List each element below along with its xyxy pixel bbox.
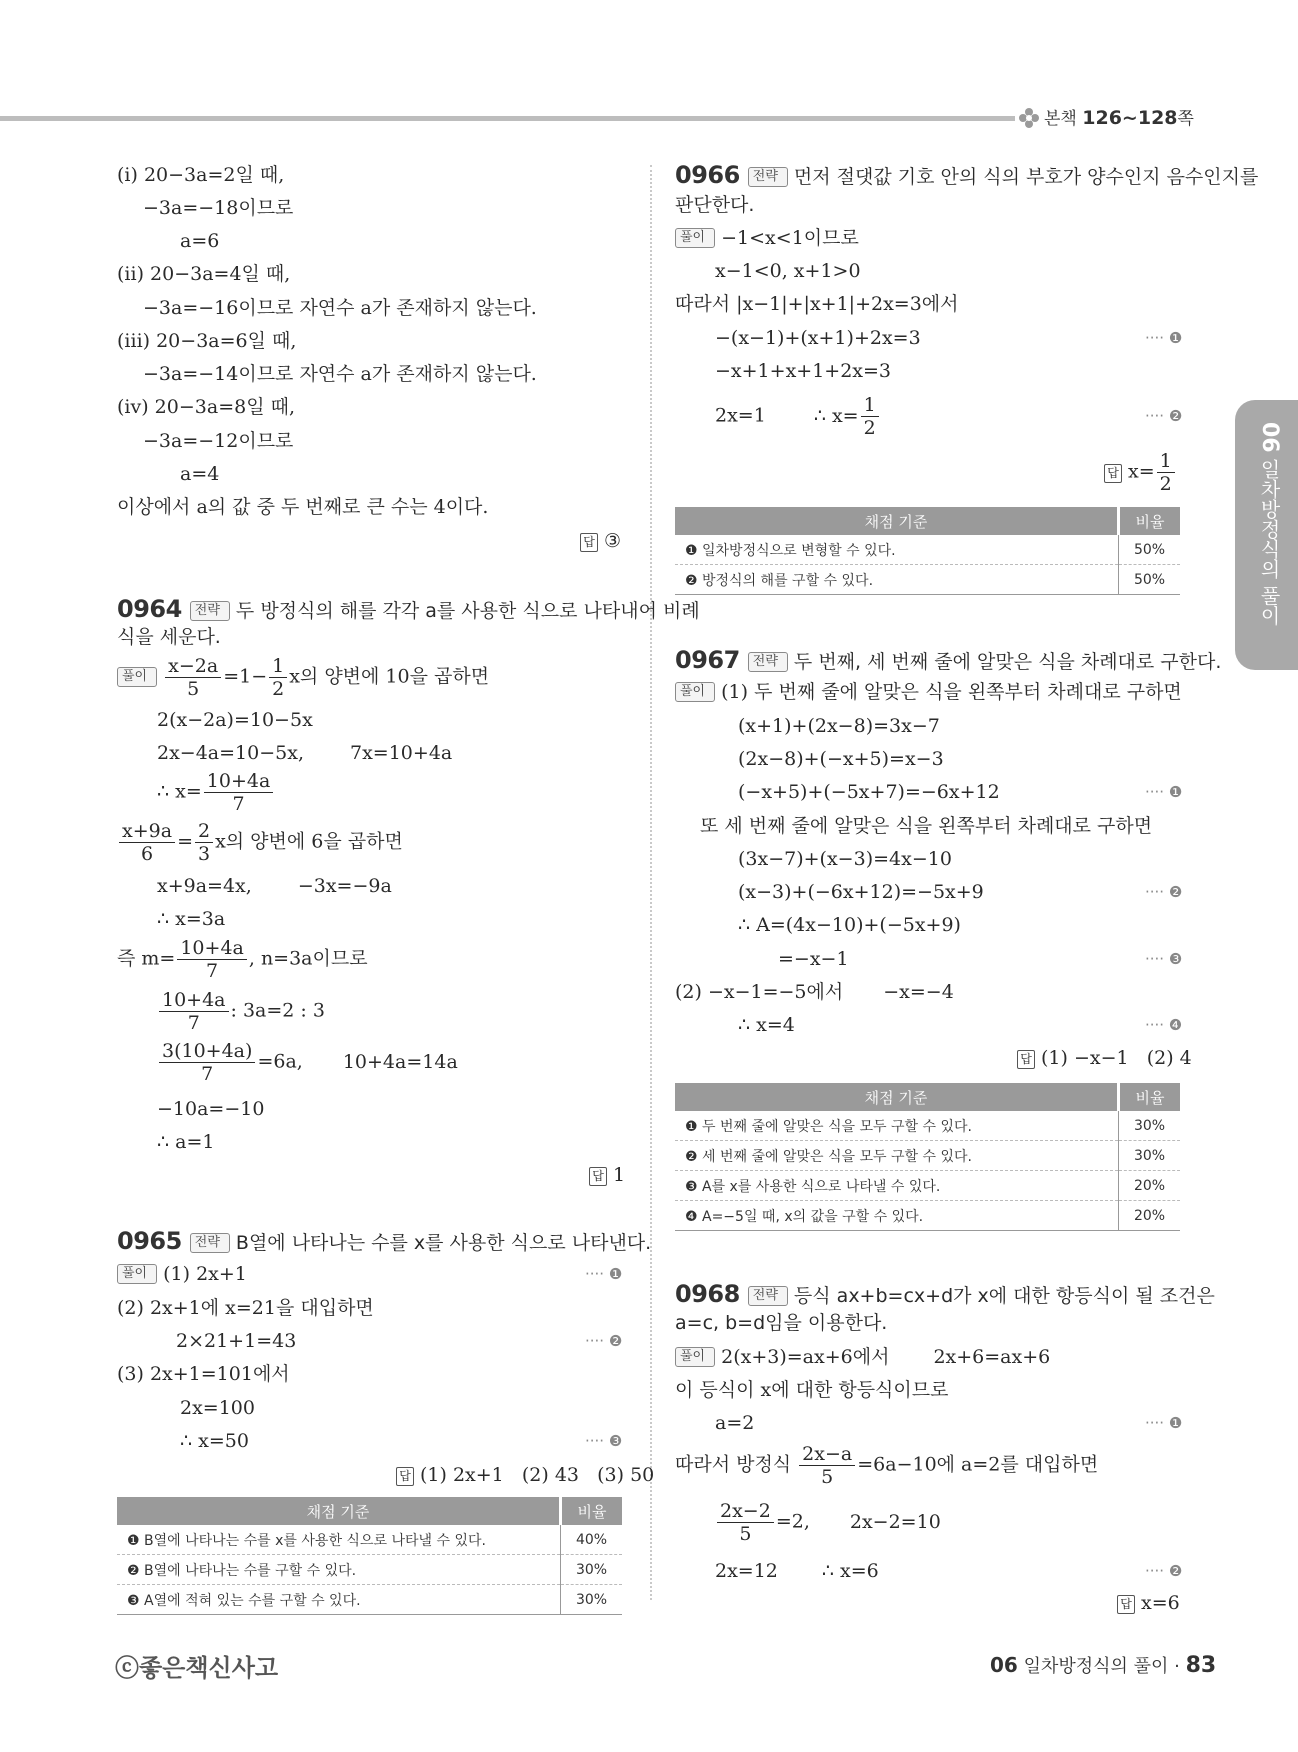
p0966-answer (1104, 450, 1177, 495)
p0964-line (157, 741, 452, 765)
criteria-text: ❶ 일차방정식으로 변형할 수 있다. (675, 535, 1119, 565)
strategy-text: B열에 나타나는 수를 x를 사용한 식으로 나타낸다. (235, 1232, 652, 1254)
criteria-text: ❷ 방정식의 해를 구할 수 있다. (675, 565, 1119, 595)
answer-icon: 답 (1017, 1050, 1035, 1069)
p0968-line (675, 1443, 1098, 1488)
eq-text: 2x+6=ax+6 (933, 1346, 1051, 1368)
frac-den: 2 (863, 417, 876, 439)
step-marker: ···· ❸ (585, 1432, 623, 1450)
p0965-line: 2×21+1=43 (176, 1330, 297, 1352)
p0964-line (157, 989, 325, 1034)
eq-text: x의 양변에 10을 곱하면 (289, 665, 490, 688)
p0964-line (117, 820, 403, 865)
p0966-header (675, 162, 1258, 190)
answer-icon: 답 (396, 1467, 414, 1486)
p0966-line: −x+1+x+1+2x=3 (715, 360, 892, 382)
strategy-badge: 전략 (748, 1286, 788, 1306)
criteria-ratio: 20% (1119, 1201, 1181, 1231)
step-marker: ···· ❶ (1145, 329, 1183, 347)
p0966-line: −(x−1)+(x+1)+2x=3 (715, 327, 921, 349)
answer-icon: 답 (580, 533, 598, 552)
p0965-answer-value: (1) 2x+1 (2) 43 (3) 50 (420, 1464, 655, 1486)
solution-badge: 풀이 (675, 228, 715, 248)
table-row (675, 535, 1180, 565)
p0964-line: −10a=−10 (157, 1098, 265, 1120)
frac-den: 2 (272, 678, 285, 700)
strategy-text: 두 방정식의 해를 각각 a를 사용한 식으로 나타내어 비례 (235, 600, 700, 622)
p0967-line: =−x−1 (778, 948, 849, 970)
p0967-line (675, 980, 954, 1004)
p0964-line (157, 1040, 458, 1085)
p0963-line: 이상에서 a의 값 중 두 번째로 큰 수는 4이다. (117, 496, 489, 518)
page-number: 83 (1185, 1653, 1217, 1678)
eq-text: 2x=12 (715, 1560, 778, 1582)
frac-num: 1 (1157, 450, 1175, 473)
p0964-line (157, 770, 275, 815)
table-row (675, 1111, 1180, 1141)
p0963-answer-value: ③ (604, 530, 622, 552)
criteria-text: ❹ A=−5일 때, x의 값을 구할 수 있다. (675, 1201, 1119, 1231)
ref-suffix: 쪽 (1177, 109, 1194, 129)
step-marker: ···· ❷ (585, 1332, 623, 1350)
criteria-text: ❸ A를 x를 사용한 식으로 나타낼 수 있다. (675, 1171, 1119, 1201)
ref-prefix: 본책 (1044, 109, 1077, 129)
p0968-answer (1117, 1592, 1180, 1614)
column-divider (650, 165, 652, 1600)
ref-range: 126~128 (1082, 107, 1178, 129)
table-row (675, 565, 1180, 595)
p0964-line (157, 874, 392, 898)
frac-num: 10+4a (159, 989, 229, 1012)
frac-num: 10+4a (177, 937, 247, 960)
flower-icon (1018, 107, 1040, 129)
p0965-line: (2) 2x+1에 x=21을 대입하면 (117, 1297, 374, 1319)
problem-number: 0967 (675, 646, 740, 674)
answer-icon: 답 (589, 1167, 607, 1186)
problem-number: 0968 (675, 1280, 740, 1308)
p0964-line (117, 937, 368, 982)
eq-text: −x=−4 (883, 981, 954, 1003)
criteria-header: 채점 기준 (675, 1083, 1119, 1111)
p0968-header (675, 1281, 1215, 1309)
p0966-line (675, 226, 859, 250)
frac-num: 2x−a (799, 1443, 855, 1466)
problem-number: 0964 (117, 595, 182, 623)
p0963-line: (ii) 20−3a=4일 때, (117, 263, 291, 285)
criteria-ratio: 30% (1119, 1111, 1181, 1141)
frac-num: 10+4a (204, 770, 274, 793)
footer-chapter (990, 1652, 1216, 1678)
p0964-eq1 (117, 655, 489, 700)
frac-num: x−2a (165, 655, 221, 678)
strategy-badge: 전략 (748, 652, 788, 672)
step-marker: ···· ❷ (1145, 1562, 1183, 1580)
answer-icon: 답 (1104, 464, 1122, 483)
p0966-grading-table (675, 507, 1180, 595)
p0965-line: (3) 2x+1=101에서 (117, 1363, 290, 1385)
eq-text: 즉 m= (117, 947, 176, 970)
step-marker: ···· ❷ (1145, 407, 1183, 425)
frac-den: 2 (1159, 473, 1172, 495)
frac-den: 5 (821, 1466, 834, 1488)
p0968-line: a=2 (715, 1412, 755, 1434)
p0967-line: (3x−7)+(x−3)=4x−10 (738, 848, 952, 870)
solution-badge: 풀이 (117, 667, 157, 687)
eq-text: −1<x<1이므로 (721, 227, 859, 249)
p0964-line: 2(x−2a)=10−5x (157, 709, 313, 731)
frac-den: 7 (232, 793, 245, 815)
eq-text: 2x−4a=10−5x, (157, 742, 304, 764)
eq-text: 10+4a=14a (342, 1050, 458, 1073)
eq-text: = (177, 830, 193, 853)
p0963-line: a=4 (180, 463, 220, 485)
eq-text: =1− (223, 665, 268, 688)
eq-text: −3x=−9a (297, 875, 392, 897)
strategy-text: 먼저 절댓값 기호 안의 식의 부호가 양수인지 음수인지를 (793, 166, 1259, 188)
step-marker: ···· ❸ (1145, 950, 1183, 968)
p0964-header (117, 596, 700, 624)
eq-text: x의 양변에 6을 곱하면 (215, 830, 403, 853)
p0965-answer (396, 1464, 654, 1486)
p0967-line: (x−3)+(−6x+12)=−5x+9 (738, 881, 984, 903)
solution-badge: 풀이 (675, 1347, 715, 1367)
p0963-answer (580, 530, 621, 552)
p0967-answer (1017, 1047, 1192, 1069)
p0964-line: ∴ x=3a (157, 908, 226, 930)
eq-text: , n=3a이므로 (248, 947, 368, 970)
eq-text: 2x=1 (715, 404, 766, 427)
eq-text: 2x−2=10 (849, 1510, 941, 1533)
p0967-line: 또 세 번째 줄에 알맞은 식을 왼쪽부터 차례대로 구하면 (700, 815, 1153, 837)
step-marker: ···· ❷ (1145, 883, 1183, 901)
eq-text: =2, (775, 1510, 810, 1533)
criteria-text: ❶ B열에 나타나는 수를 x를 사용한 식으로 나타낼 수 있다. (117, 1525, 561, 1555)
chapter-side-tab (1235, 400, 1298, 670)
eq-text: 7x=10+4a (350, 742, 453, 764)
table-row (675, 1171, 1180, 1201)
p0968-line (675, 1345, 1050, 1369)
answer-icon: 답 (1117, 1595, 1135, 1614)
step-marker: ···· ❹ (1145, 1016, 1183, 1034)
table-row (117, 1525, 622, 1555)
ratio-header: 비율 (1119, 507, 1181, 535)
eq-text: (2) −x−1=−5에서 (675, 981, 844, 1003)
p0964-line: ∴ a=1 (157, 1131, 215, 1153)
p0963-line: a=6 (180, 230, 220, 252)
frac-num: 2 (195, 820, 213, 843)
criteria-ratio: 30% (561, 1555, 623, 1585)
p0968-line (715, 1500, 941, 1545)
footer-chapter-title: 일차방정식의 풀이 (1023, 1656, 1169, 1677)
frac-den: 7 (187, 1012, 200, 1034)
frac-num: x+9a (119, 820, 175, 843)
p0967-line: ∴ A=(4x−10)+(−5x+9) (738, 914, 961, 936)
p0963-line: −3a=−14이므로 자연수 a가 존재하지 않는다. (143, 363, 537, 385)
p0963-line: (iv) 20−3a=8일 때, (117, 396, 295, 418)
eq-text: (1) 두 번째 줄에 알맞은 식을 왼쪽부터 차례대로 구하면 (721, 681, 1182, 703)
frac-num: 2x−2 (717, 1500, 774, 1523)
frac-num: 1 (269, 655, 287, 678)
table-row (117, 1555, 622, 1585)
p0966-line (715, 394, 881, 439)
strategy-text: 두 번째, 세 번째 줄에 알맞은 식을 차례대로 구한다. (793, 651, 1222, 673)
criteria-header: 채점 기준 (675, 507, 1119, 535)
table-row (117, 1585, 622, 1615)
header-rule (0, 116, 1015, 121)
eq-text: =6a, (257, 1050, 303, 1073)
criteria-ratio: 50% (1119, 535, 1181, 565)
p0966-line: 따라서 |x−1|+|x+1|+2x=3에서 (675, 293, 959, 315)
step-marker: ···· ❶ (1145, 1414, 1183, 1432)
strategy-text: 등식 ax+b=cx+d가 x에 대한 항등식이 될 조건은 (793, 1285, 1215, 1307)
frac-num: 3(10+4a) (159, 1040, 255, 1063)
ratio-header: 비율 (1119, 1083, 1181, 1111)
solution-badge: 풀이 (675, 682, 715, 702)
eq-text: ∴ x= (813, 404, 859, 427)
p0965-line: ∴ x=50 (180, 1430, 249, 1452)
p0967-header (675, 647, 1221, 675)
footer-separator: · (1174, 1656, 1180, 1677)
criteria-ratio: 40% (561, 1525, 623, 1555)
p0967-answer-value: (1) −x−1 (2) 4 (1041, 1047, 1192, 1069)
frac-den: 5 (187, 678, 200, 700)
eq-text: 2(x+3)=ax+6에서 (721, 1346, 890, 1368)
side-tab-number: 06 (1257, 422, 1282, 453)
eq-text: x+9a=4x, (157, 875, 252, 897)
p0965-line: 2x=100 (180, 1397, 255, 1419)
strategy-text-cont: 판단한다. (675, 194, 755, 216)
strategy-badge: 전략 (190, 601, 230, 621)
eq-text: ∴ x= (157, 780, 202, 803)
p0967-line: (2x−8)+(−x+5)=x−3 (738, 748, 944, 770)
table-row (675, 1201, 1180, 1231)
p0963-line: (iii) 20−3a=6일 때, (117, 330, 297, 352)
frac-den: 7 (206, 960, 219, 982)
p0964-answer (589, 1164, 625, 1186)
frac-den: 7 (201, 1063, 214, 1085)
step-marker: ···· ❶ (1145, 783, 1183, 801)
problem-number: 0965 (117, 1227, 182, 1255)
p0968-answer-value: x=6 (1141, 1592, 1180, 1614)
frac-den: 5 (739, 1523, 752, 1545)
strategy-badge: 전략 (190, 1233, 230, 1253)
p0966-line: x−1<0, x+1>0 (715, 260, 861, 282)
p0963-line: −3a=−12이므로 (143, 430, 294, 452)
eq-text: : 3a=2 : 3 (230, 999, 325, 1022)
frac-den: 6 (140, 843, 154, 865)
criteria-header: 채점 기준 (117, 1497, 561, 1525)
criteria-text: ❷ B열에 나타나는 수를 구할 수 있다. (117, 1555, 561, 1585)
p0967-grading-table (675, 1083, 1180, 1231)
strategy-text-cont: a=c, b=d임을 이용한다. (675, 1312, 888, 1334)
strategy-badge: 전략 (748, 167, 788, 187)
criteria-text: ❸ A열에 적혀 있는 수를 구할 수 있다. (117, 1585, 561, 1615)
page-reference (1018, 104, 1194, 129)
eq-text: 따라서 방정식 (675, 1453, 792, 1476)
p0967-line: ∴ x=4 (738, 1014, 795, 1036)
problem-number: 0966 (675, 161, 740, 189)
p0963-line: −3a=−16이므로 자연수 a가 존재하지 않는다. (143, 297, 537, 319)
eq-text: (1) 2x+1 (163, 1263, 247, 1285)
footer-chapter-number: 06 (990, 1653, 1018, 1677)
p0968-line (715, 1559, 879, 1583)
answer-text: x= (1128, 460, 1155, 483)
solution-badge: 풀이 (117, 1264, 157, 1284)
side-tab-title: 일차방정식의 풀이 (1257, 458, 1281, 626)
p0967-line: (x+1)+(2x−8)=3x−7 (738, 715, 940, 737)
criteria-text: ❶ 두 번째 줄에 알맞은 식을 모두 구할 수 있다. (675, 1111, 1119, 1141)
step-marker: ···· ❶ (585, 1265, 623, 1283)
p0965-header (117, 1228, 651, 1256)
p0963-line: −3a=−18이므로 (143, 197, 294, 219)
ratio-header: 비율 (561, 1497, 623, 1525)
frac-den: 3 (197, 843, 211, 865)
criteria-ratio: 20% (1119, 1171, 1181, 1201)
criteria-ratio: 50% (1119, 565, 1181, 595)
criteria-text: ❷ 세 번째 줄에 알맞은 식을 모두 구할 수 있다. (675, 1141, 1119, 1171)
criteria-ratio: 30% (561, 1585, 623, 1615)
eq-text: ∴ x=6 (821, 1560, 879, 1582)
p0967-line (675, 680, 1182, 704)
table-row (675, 1141, 1180, 1171)
p0968-line: 이 등식이 x에 대한 항등식이므로 (675, 1379, 949, 1401)
strategy-text-cont: 식을 세운다. (117, 626, 221, 648)
p0963-line: (i) 20−3a=2일 때, (117, 164, 285, 186)
p0965-grading-table (117, 1497, 622, 1615)
criteria-ratio: 30% (1119, 1141, 1181, 1171)
p0967-line: (−x+5)+(−5x+7)=−6x+12 (738, 781, 1000, 803)
eq-text: =6a−10에 a=2를 대입하면 (857, 1453, 1099, 1476)
frac-num: 1 (861, 394, 879, 417)
publisher-logo: ⓒ좋은책신사고 (115, 1654, 279, 1682)
p0964-answer-value: 1 (613, 1164, 626, 1186)
p0965-line (117, 1262, 247, 1286)
